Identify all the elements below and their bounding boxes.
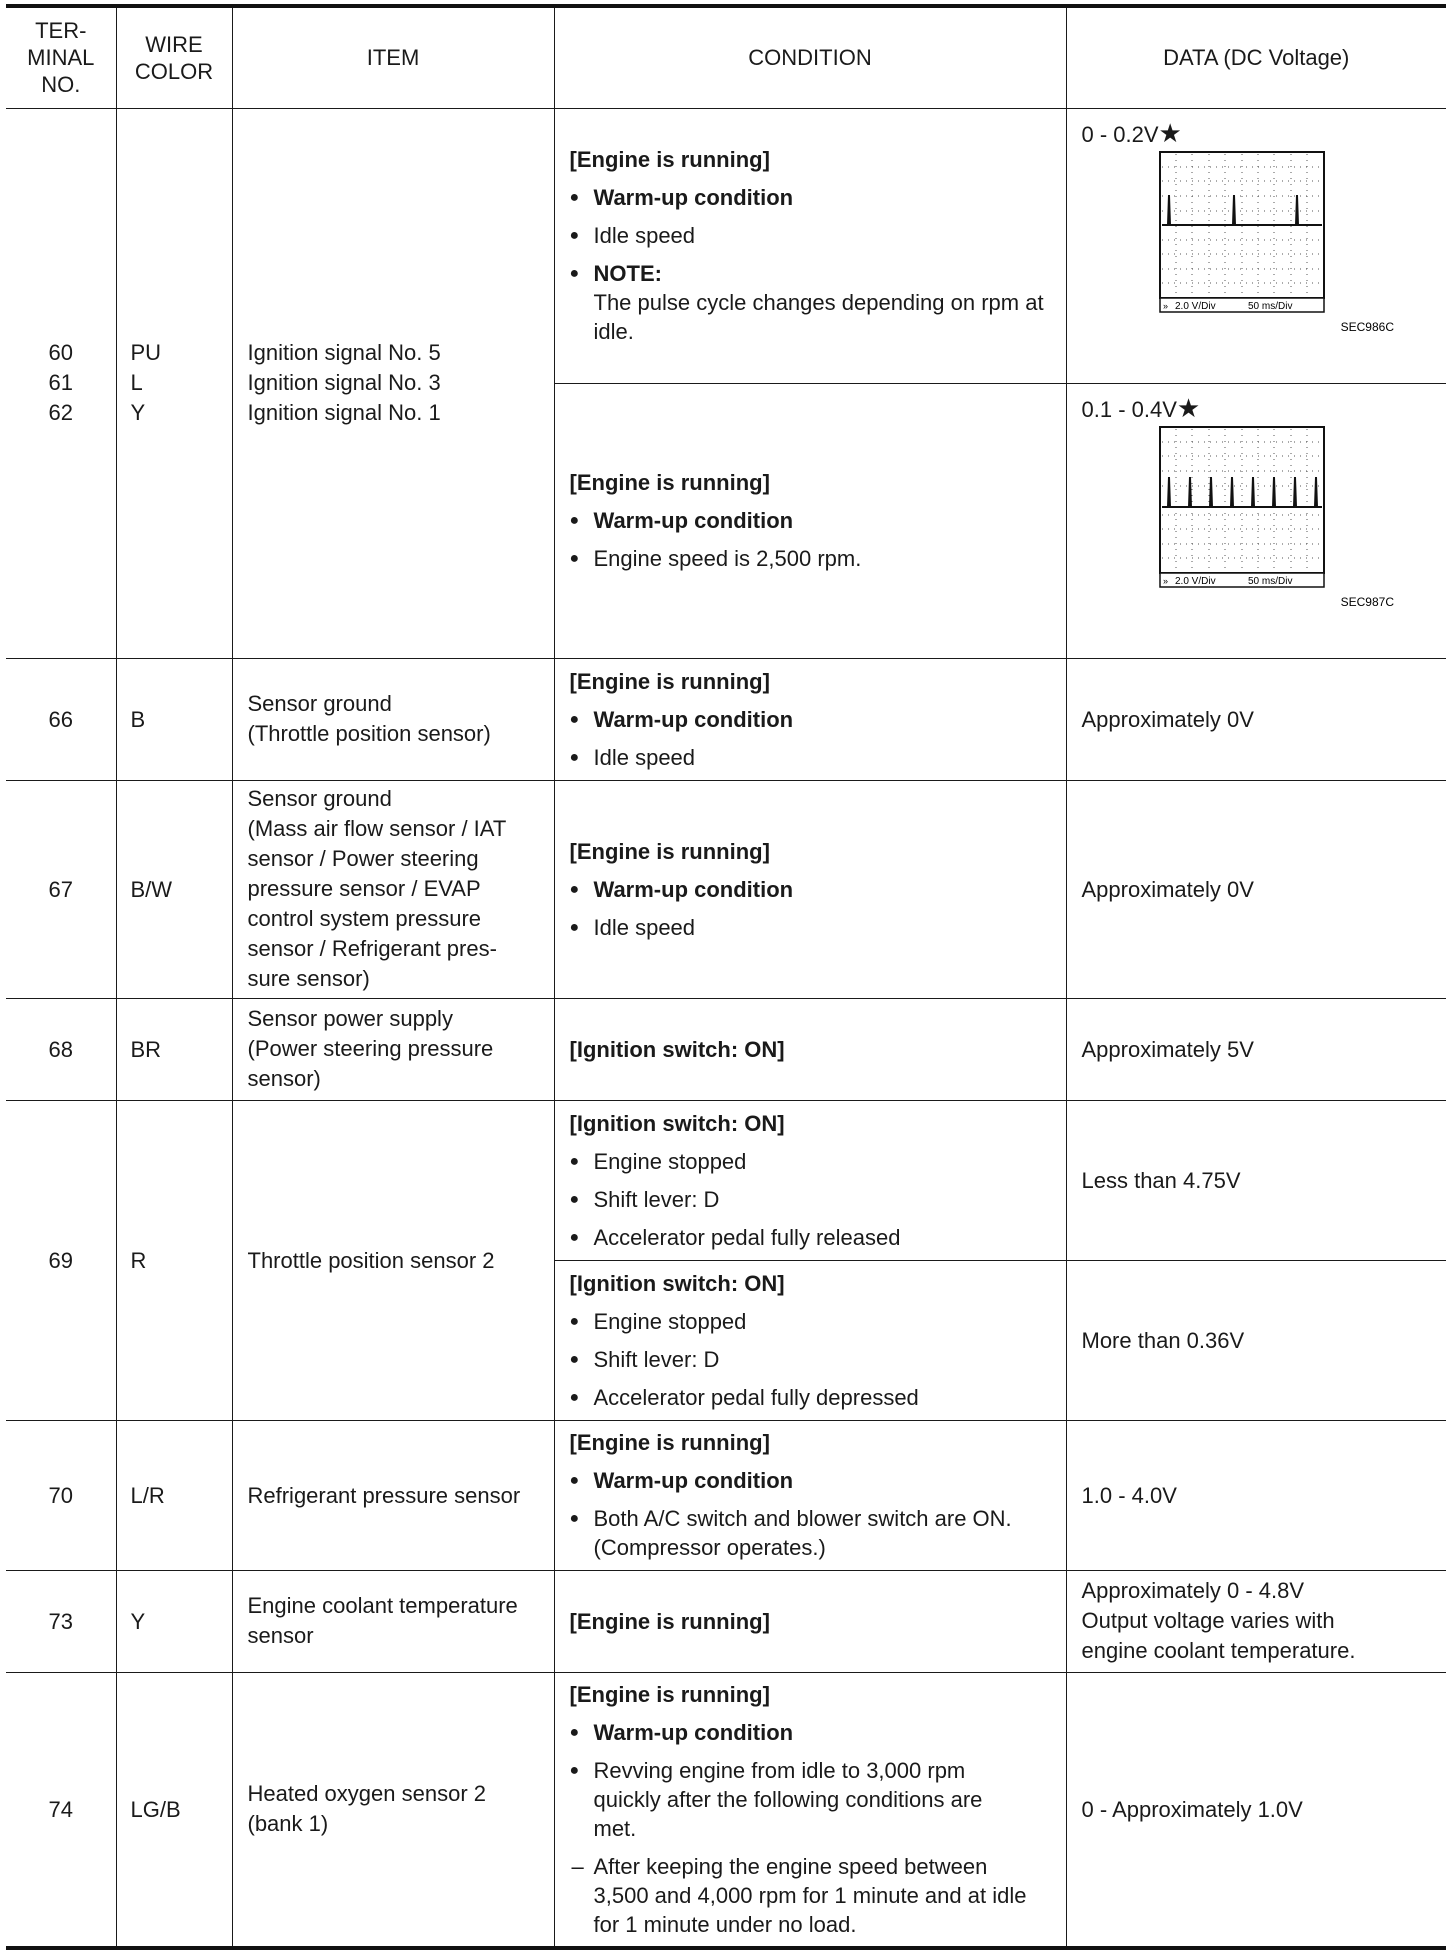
condition-subitem-line: 3,500 and 4,000 rpm for 1 minute and at idle [593,1882,1027,1908]
table-row [6,1570,1446,1672]
item-text: sensor) [247,1066,321,1091]
condition-title: [Engine is running] [569,1608,770,1634]
wire-color: LG/B [116,1672,232,1948]
item-text: (Power steering pressure [247,1036,494,1061]
table-row [6,658,1446,780]
condition-bullet: ● Engine stopped [570,1147,1051,1176]
condition-bullet: ● Warm-up condition [570,1466,1051,1495]
condition-note: The pulse cycle changes depending on rpm at idle. [593,290,1044,344]
item-text: Ignition signal No. 3 [247,370,441,395]
condition-bullet-line: (Compressor operates.) [593,1535,826,1560]
wire-color: Y [116,1570,232,1672]
condition-title: [Ignition switch: ON] [569,1036,785,1062]
condition-bullet: ● Warm-up condition [570,183,1051,212]
wire-color: B/W [116,780,232,998]
figure-code: SEC987C [1340,594,1394,609]
condition-bullet: ● Engine stopped [570,1307,1051,1336]
item-cell [232,1672,554,1948]
condition-title: [Ignition switch: ON] [569,1110,785,1136]
voltage-range: 0 - 0.2V [1081,121,1159,147]
table-row [6,1420,1446,1570]
wire-color: R [116,1100,232,1420]
item-text: sensor [247,1623,314,1648]
item-text: (Throttle position sensor) [247,721,491,746]
data-value: 0 - Approximately 1.0V [1066,1672,1446,1948]
terminal-no: 67 [6,780,116,998]
wire-color: L [130,370,143,395]
condition-cell [554,108,1066,383]
data-value: Approximately 0 - 4.8V [1081,1578,1305,1603]
scope-frame [1160,427,1324,573]
item-text: (bank 1) [247,1811,329,1837]
star-icon: ★ [1176,392,1201,423]
terminal-no: 62 [48,400,73,425]
condition-cell [554,998,1066,1100]
header-terminal-no [6,6,116,108]
condition-bullet-line: met. [593,1815,637,1841]
condition-bullet: ● Engine speed is 2,500 rpm. [570,544,1051,573]
scope-time-scale: 50 ms/Div [1247,575,1292,587]
oscilloscope-waveform-idle [1082,149,1432,335]
condition-bullet: ● Warm-up condition [570,506,1051,535]
condition-cell [554,1570,1066,1672]
item-text: Ignition signal No. 5 [247,340,441,365]
condition-title: [Engine is running] [569,1681,770,1707]
condition-cell [554,383,1066,658]
star-icon: ★ [1158,117,1182,148]
table-row [6,998,1446,1100]
header-wire-line: COLOR [134,58,214,84]
table-row [6,1100,1446,1260]
data-value: Approximately 0V [1066,780,1446,998]
item-text: pressure sensor / EVAP [247,876,481,901]
wire-color: BR [116,998,232,1100]
table-row [6,108,1446,383]
data-value: More than 0.36V [1066,1260,1446,1420]
header-terminal-line: MINAL [27,45,95,71]
scope-grid [1162,429,1322,571]
header-data: DATA (DC Voltage) [1066,6,1446,108]
item-cell [232,780,554,998]
condition-bullet-line: quickly after the following conditions are [593,1786,983,1812]
condition-subitem [570,1852,1051,1939]
data-cell [1066,108,1446,383]
condition-title: [Ignition switch: ON] [569,1270,785,1296]
scope-volt-scale: 2.0 V/Div [1174,300,1216,312]
table-row [6,780,1446,998]
data-value: Approximately 0V [1066,658,1446,780]
item-text: Heated oxygen sensor 2 [247,1781,486,1807]
wire-color: Y [130,400,146,425]
item-text: Ignition signal No. 1 [247,400,441,425]
header-terminal-line: TER- [35,18,87,44]
wire-color: PU [130,340,162,365]
data-cell [1066,383,1446,658]
terminal-no: 60 [48,340,73,365]
item-text: Engine coolant temperature [247,1593,518,1618]
condition-bullet: ● NOTE: [570,259,1051,288]
scope-channel-icon: » [1162,575,1168,586]
wire-color-cell [116,108,232,658]
condition-title: [Engine is running] [569,838,770,864]
data-note: Output voltage varies with [1081,1608,1335,1633]
data-note: engine coolant temperature. [1081,1638,1356,1663]
scope-time-scale: 50 ms/Div [1247,300,1292,312]
item-cell [232,108,554,658]
condition-bullet: ● Warm-up condition [570,1718,1051,1747]
header-row [6,6,1446,108]
condition-bullet: ● Idle speed [570,743,1051,772]
condition-cell [554,1420,1066,1570]
condition-bullet: ● Idle speed [570,221,1051,250]
table-row [6,1672,1446,1948]
condition-bullet-line: ● Revving engine from idle to 3,000 rpm [593,1757,966,1783]
data-value: Approximately 5V [1066,998,1446,1100]
voltage-range: 0.1 - 0.4V [1081,396,1177,422]
condition-title: [Engine is running] [569,1430,770,1455]
item-text: Sensor power supply [247,1006,453,1031]
page [6,4,1446,1940]
condition-title: [Engine is running] [569,147,770,172]
item-text: sensor / Power steering [247,846,479,871]
scope-channel-icon: » [1162,300,1168,311]
header-terminal-line: NO. [41,72,81,98]
figure-code: SEC986C [1340,319,1394,334]
terminal-no: 74 [6,1672,116,1948]
condition-bullet: ● Idle speed [570,913,1051,942]
scope-volt-scale: 2.0 V/Div [1174,575,1216,587]
condition-cell [554,1672,1066,1948]
condition-title: [Engine is running] [569,668,770,694]
condition-bullet: ● Warm-up condition [570,875,1051,904]
item-text: control system pressure [247,906,482,931]
data-value: Less than 4.75V [1066,1100,1446,1260]
header-wire-color [116,6,232,108]
condition-bullet: ● Accelerator pedal fully released [570,1223,1051,1252]
condition-bullet [570,1756,1051,1843]
terminal-no: 69 [6,1100,116,1420]
condition-bullet: ● Shift lever: D [570,1185,1051,1214]
item-text: (Mass air flow sensor / IAT [247,816,507,841]
data-cell [1066,1570,1446,1672]
item-text: Sensor ground [247,691,392,716]
condition-subitem-line: – After keeping the engine speed between [593,1853,988,1879]
condition-cell [554,1260,1066,1420]
item-cell [232,1570,554,1672]
header-item: ITEM [232,6,554,108]
item-text: sensor / Refrigerant pres- [247,936,497,961]
scope-trace [1162,477,1322,507]
condition-bullet-line: ● Both A/C switch and blower switch are ON. [593,1506,1012,1531]
data-value [1082,394,1432,424]
item-cell [232,658,554,780]
data-value: 1.0 - 4.0V [1066,1420,1446,1570]
condition-cell [554,658,1066,780]
terminal-no: 66 [6,658,116,780]
header-condition: CONDITION [554,6,1066,108]
condition-cell [554,780,1066,998]
terminal-no: 70 [6,1420,116,1570]
data-value [1082,119,1432,149]
item-text: Refrigerant pressure sensor [232,1420,554,1570]
terminal-no: 73 [6,1570,116,1672]
condition-cell [554,1100,1066,1260]
wire-color: L/R [116,1420,232,1570]
item-cell [232,998,554,1100]
oscilloscope-waveform-2500rpm [1082,424,1432,610]
terminal-no: 68 [6,998,116,1100]
condition-subitem-line: for 1 minute under no load. [593,1911,857,1937]
terminal-data-table [6,4,1446,1950]
terminal-no: 61 [48,370,73,395]
condition-bullet: ● Accelerator pedal fully depressed [570,1383,1051,1412]
header-wire-line: WIRE [145,31,203,57]
condition-bullet [570,1504,1051,1562]
item-text: Throttle position sensor 2 [232,1100,554,1420]
condition-title: [Engine is running] [569,470,770,495]
terminal-cell [6,108,116,658]
wire-color: B [116,658,232,780]
condition-bullet: ● Warm-up condition [570,705,1051,734]
condition-bullet: ● Shift lever: D [570,1345,1051,1374]
item-text: sure sensor) [247,966,370,991]
item-text: Sensor ground [247,786,392,811]
